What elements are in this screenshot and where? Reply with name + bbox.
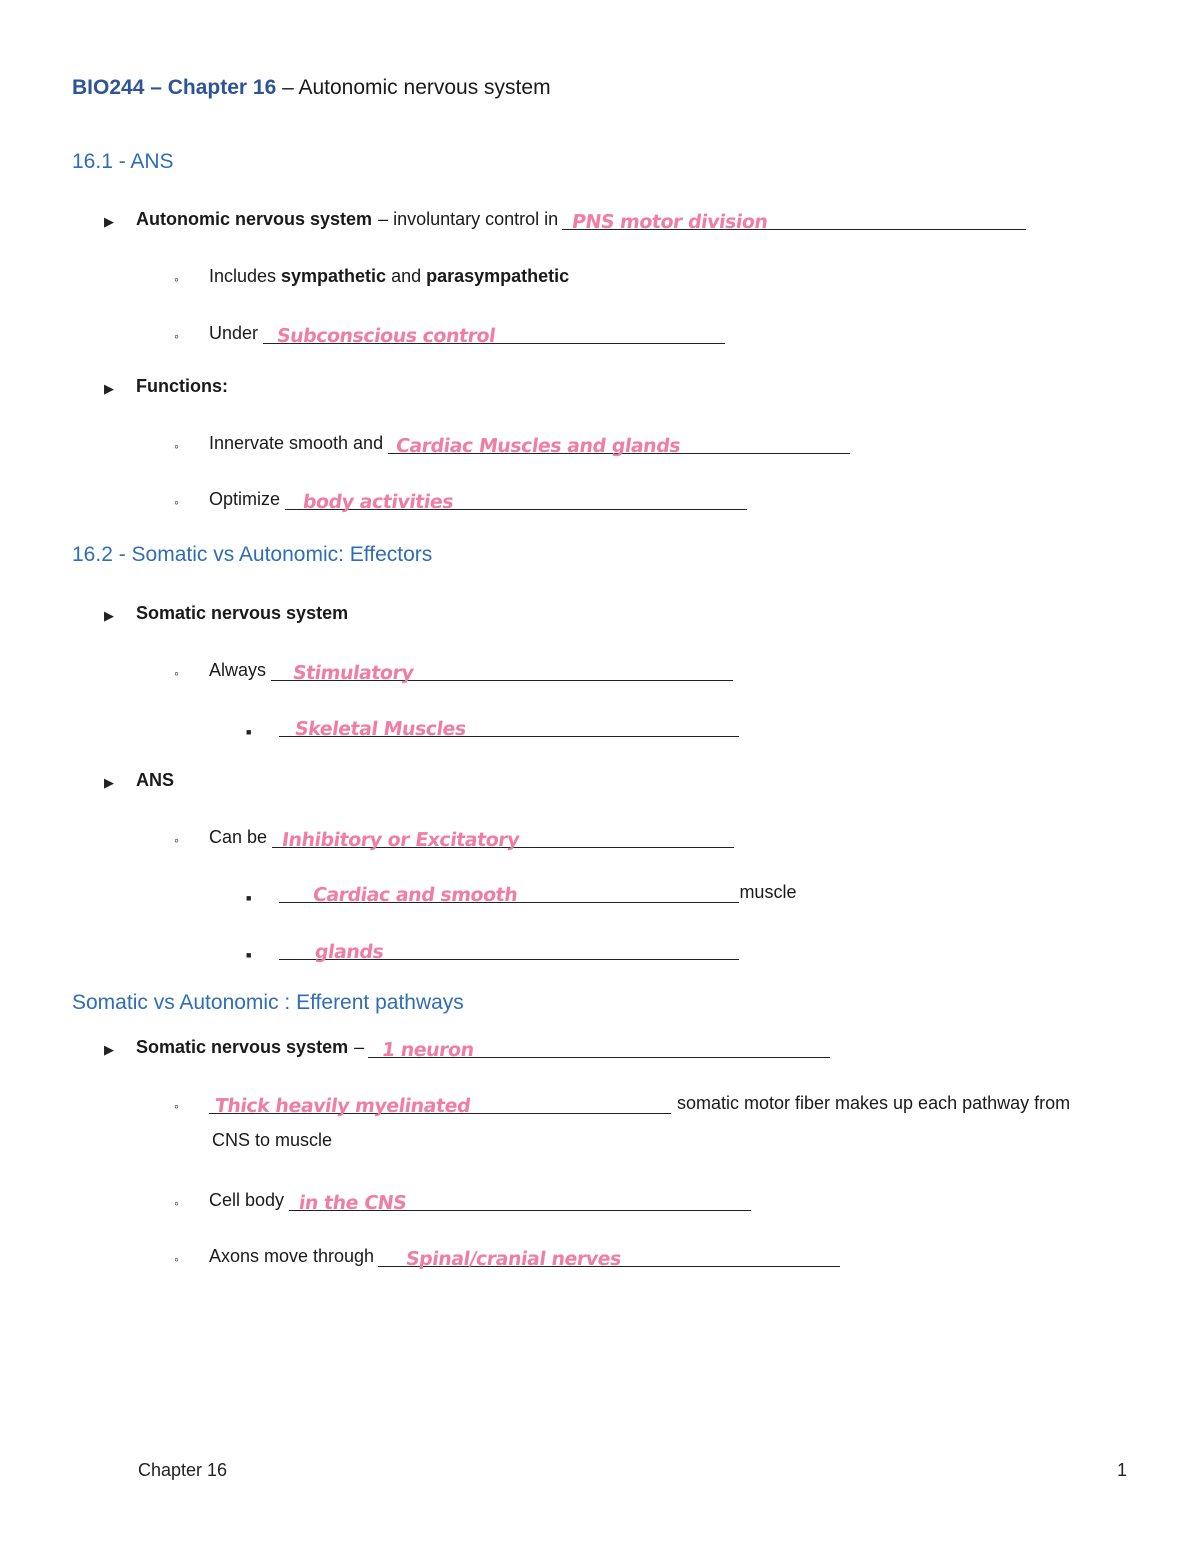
arrow-bullet-icon: ▶ xyxy=(104,214,114,229)
bullet-term: Somatic nervous system xyxy=(136,603,349,623)
arrow-bullet-icon: ▶ xyxy=(104,775,114,790)
text: somatic motor fiber makes up each pathway from xyxy=(676,1093,1071,1113)
answer-blank xyxy=(388,431,850,457)
sub-sub-bullet-cardiac xyxy=(246,877,797,906)
handwritten-answer: Subconscious control xyxy=(275,325,497,347)
arrow-bullet-icon: ▶ xyxy=(104,1042,114,1057)
answer-blank xyxy=(279,937,739,963)
answer-blank xyxy=(285,487,747,513)
answer-blank xyxy=(378,1244,840,1270)
handwritten-answer: Skeletal Muscles xyxy=(293,718,468,740)
document-title xyxy=(72,76,551,100)
section-heading-16-1: 16.1 - ANS xyxy=(72,150,174,173)
handwritten-answer: Cardiac and smooth xyxy=(311,884,520,906)
text: Innervate smooth and xyxy=(208,433,384,453)
handwritten-answer: 1 neuron xyxy=(380,1039,476,1061)
text: and xyxy=(391,266,422,286)
circle-bullet-icon: ◦ xyxy=(174,494,179,510)
sub-sub-bullet-glands xyxy=(246,934,739,963)
circle-bullet-icon: ◦ xyxy=(174,1195,179,1211)
handwritten-answer: Cardiac Muscles and glands xyxy=(394,435,682,457)
bullet-ans-definition xyxy=(104,204,1026,233)
text: Always xyxy=(208,660,266,680)
handwritten-answer: Inhibitory or Excitatory xyxy=(280,829,521,851)
circle-bullet-icon: ◦ xyxy=(174,1251,179,1267)
sub-bullet-axons xyxy=(174,1241,840,1270)
handwritten-answer: in the CNS xyxy=(297,1192,408,1214)
answer-blank xyxy=(279,880,739,906)
bullet-term: Somatic nervous system xyxy=(136,1037,349,1057)
handwritten-answer: glands xyxy=(313,941,386,963)
square-bullet-icon: ■ xyxy=(246,727,252,737)
answer-blank xyxy=(368,1035,830,1061)
handwritten-answer: Thick heavily myelinated xyxy=(213,1095,472,1117)
answer-blank xyxy=(289,1188,751,1214)
answer-blank xyxy=(263,321,725,347)
page-number: 1 xyxy=(1117,1460,1128,1480)
handwritten-answer: PNS motor division xyxy=(570,211,770,233)
term-sympathetic: sympathetic xyxy=(281,266,387,286)
handwritten-answer: Stimulatory xyxy=(291,662,415,684)
text: Can be xyxy=(208,827,268,847)
course-chapter: BIO244 – Chapter 16 xyxy=(72,76,277,99)
circle-bullet-icon: ◦ xyxy=(174,328,179,344)
sub-bullet-under xyxy=(174,318,725,347)
bullet-functions xyxy=(104,371,228,397)
answer-blank xyxy=(272,825,734,851)
handwritten-answer: Spinal/cranial nerves xyxy=(404,1248,623,1270)
arrow-bullet-icon: ▶ xyxy=(104,381,114,396)
text: muscle xyxy=(739,882,797,902)
bullet-ans xyxy=(104,765,174,791)
arrow-bullet-icon: ▶ xyxy=(104,608,114,623)
sub-bullet-can-be xyxy=(174,822,734,851)
bullet-term: Autonomic nervous system xyxy=(136,209,373,229)
text: – xyxy=(354,1037,365,1057)
text: Under xyxy=(208,323,258,343)
square-bullet-icon: ■ xyxy=(246,893,252,903)
text-continuation: CNS to muscle xyxy=(212,1130,333,1150)
circle-bullet-icon: ◦ xyxy=(174,832,179,848)
answer-blank xyxy=(279,714,739,740)
section-heading-efferent: Somatic vs Autonomic : Efferent pathways xyxy=(72,991,464,1014)
answer-blank xyxy=(209,1091,671,1117)
text: Optimize xyxy=(208,489,280,509)
footer-chapter: Chapter 16 xyxy=(138,1460,228,1480)
bullet-text: – involuntary control in xyxy=(378,209,559,229)
term-parasympathetic: parasympathetic xyxy=(426,266,570,286)
sub-bullet-fiber xyxy=(174,1088,1071,1117)
title-subtitle: – Autonomic nervous system xyxy=(282,76,551,99)
answer-blank xyxy=(271,658,733,684)
sub-sub-bullet-skeletal xyxy=(246,711,739,740)
text: Axons move through xyxy=(208,1246,375,1266)
bullet-somatic-pathway xyxy=(104,1032,830,1061)
bullet-term: Functions: xyxy=(136,376,228,396)
sub-bullet-includes xyxy=(174,261,569,287)
text: Includes xyxy=(208,266,277,286)
circle-bullet-icon: ◦ xyxy=(174,1098,179,1114)
sub-bullet-optimize xyxy=(174,484,747,513)
text: Cell body xyxy=(208,1190,285,1210)
circle-bullet-icon: ◦ xyxy=(174,271,179,287)
sub-bullet-cell-body xyxy=(174,1185,751,1214)
circle-bullet-icon: ◦ xyxy=(174,438,179,454)
handwritten-answer: body activities xyxy=(301,491,455,513)
section-heading-16-2: 16.2 - Somatic vs Autonomic: Effectors xyxy=(72,543,433,566)
bullet-term: ANS xyxy=(136,770,175,790)
bullet-somatic xyxy=(104,598,348,624)
square-bullet-icon: ■ xyxy=(246,950,252,960)
sub-bullet-innervate xyxy=(174,428,850,457)
answer-blank xyxy=(562,207,1026,233)
sub-bullet-always xyxy=(174,655,733,684)
circle-bullet-icon: ◦ xyxy=(174,665,179,681)
